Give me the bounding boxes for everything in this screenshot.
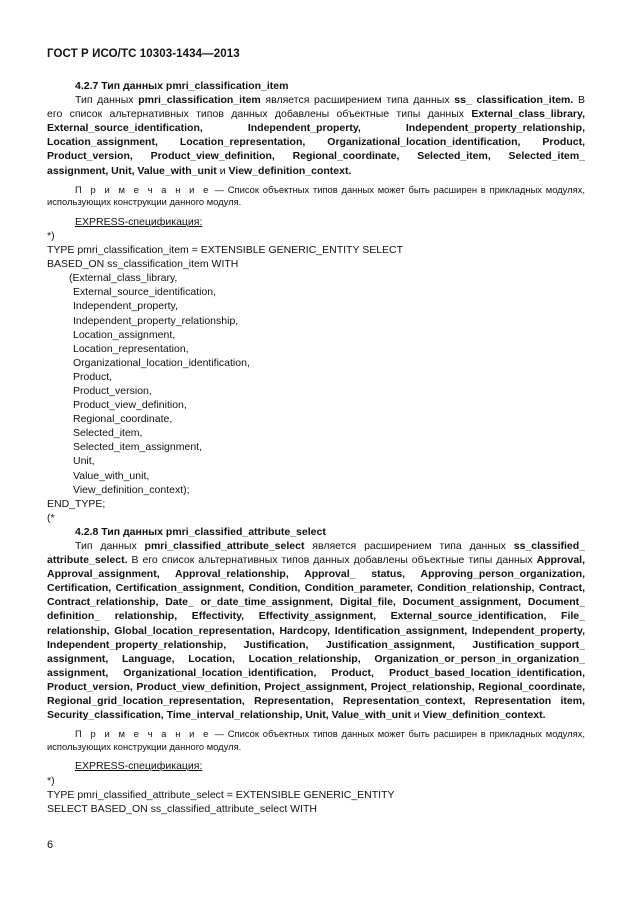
page-content [47, 79, 585, 816]
code-select-item: Product_version, [73, 384, 152, 397]
intro-type-name: pmri_classified_attribute_select [144, 540, 305, 552]
intro-middle: является расширением типа данных [304, 540, 514, 552]
section-intro-paragraph [47, 93, 585, 178]
code-end-type: END_TYPE; [47, 497, 106, 510]
code-select-item: View_definition_context); [73, 483, 190, 496]
code-select-item: Location_assignment, [73, 328, 176, 341]
intro-prefix: Тип данных [75, 540, 145, 552]
express-spec-title: EXPRESS-спецификация: [75, 215, 203, 228]
intro-prefix: Тип данных [75, 94, 139, 107]
intro-and: и [216, 164, 229, 177]
intro-and: и [410, 709, 423, 722]
intro-entity-list: Approval, Approval_assignment, Approval_relationship, Approval_ status, Approving_person_organization, Certification, Certification_assignment, Condition, Condition_parameter, Condition_relationship, Contract, Contract_relationship, Date_ or_date_time_assignment, Digital_file, Document_assignment, Document_ definition_ relationship, Effectivity, Effectivity_assignment, External_source_identification, File_ relationship, Global_location_representation, Hardcopy, Identification_assignment, Independent_property, Independent_property_relationship, Justification, Justification_assignment, Justification_support_ assignment, Language, Location, Location_relationship, Organization_or_person_in_organization_ assignment, Organizational_location_identification, Product, Product_based_location_identification, Product_version, Product_view_definition, Project_assignment, Project_relationship, Regional_coordinate, Regional_grid_location_representation, Representation, Representation_context, Representation item, Security_classification, Time_interval_relationship, Unit, Value_with_unit [47, 554, 585, 722]
code-select-item: Product_view_definition, [73, 399, 187, 412]
code-select-item: Regional_coordinate, [73, 413, 173, 426]
intro-middle: является расширением типа данных [260, 94, 455, 107]
code-close-comment: (* [47, 511, 55, 524]
code-select-item: Product, [73, 370, 113, 383]
code-select-item: Selected_item, [73, 427, 143, 440]
code-select-item: Location_representation, [73, 342, 189, 355]
intro-last-entity: View_definition_context. [228, 164, 352, 177]
code-type-line: TYPE pmri_classified_attribute_select = EXTENSIBLE GENERIC_ENTITY [47, 788, 395, 801]
note-paragraph [47, 184, 585, 209]
code-select-item: Selected_item_assignment, [73, 441, 202, 454]
intro-last-entity: View_definition_context. [422, 709, 546, 722]
code-select-item: External_source_identification, [73, 286, 217, 299]
note-text: — Список объектных типов данных может быть расширен в прикладных модулях, использующих конструкции данного модуля. [47, 728, 585, 752]
note-label: П р и м е ч а н и е [75, 728, 211, 740]
section-heading-4-2-7: 4.2.7 Тип данных pmri_classification_item [75, 80, 289, 92]
code-open-comment: *) [47, 229, 55, 242]
note-text: — Список объектных типов данных может быть расширен в прикладных модулях, использующих конструкции данного модуля. [47, 183, 585, 208]
section-heading-4-2-8: 4.2.8 Тип данных pmri_classified_attribute_select [75, 525, 326, 538]
code-select-item: Independent_property, [73, 300, 178, 313]
section-intro-paragraph [47, 539, 585, 722]
code-select-item: Organizational_location_identification, [73, 356, 250, 369]
note-label: П р и м е ч а н и е [75, 183, 211, 195]
code-select-line: SELECT BASED_ON ss_classified_attribute_select WITH [47, 802, 317, 815]
code-select-item: (External_class_library, [69, 272, 178, 285]
intro-entity-list: External_class_library, External_source_identification, Independent_property, Independent_property_relationship, Location_assignment, Location_representation, Organizational_location_identification, Product, Product_version, Product_view_definition, Regional_coordinate, Selected_item, Selected_item_ assignment, Unit, Value_with_unit [47, 108, 585, 177]
code-select-item: Value_with_unit, [73, 469, 150, 482]
intro-list-prefix: В его список альтернативных типов данных добавлены объектные типы данных [47, 94, 585, 121]
express-spec-title: EXPRESS-спецификация: [75, 760, 203, 773]
intro-base-type: ss_classified_ attribute_select. [47, 540, 585, 567]
code-based-line: BASED_ON ss_classification_item WITH [47, 258, 239, 271]
intro-base-type: ss_ classification_item. [454, 94, 574, 107]
note-paragraph [47, 728, 585, 753]
document-header: ГОСТ Р ИСО/ТС 10303-1434—2013 [47, 48, 240, 60]
page-number: 6 [47, 839, 54, 851]
code-select-item: Unit, [73, 455, 95, 468]
code-type-line: TYPE pmri_classification_item = EXTENSIBLE GENERIC_ENTITY SELECT [47, 244, 404, 257]
code-open-comment: *) [47, 774, 55, 787]
code-select-item: Independent_property_relationship, [73, 314, 239, 327]
intro-type-name: pmri_classification_item [138, 94, 261, 107]
intro-list-prefix: В его список альтернативных типов данных добавлены объектные типы данных [127, 554, 537, 567]
